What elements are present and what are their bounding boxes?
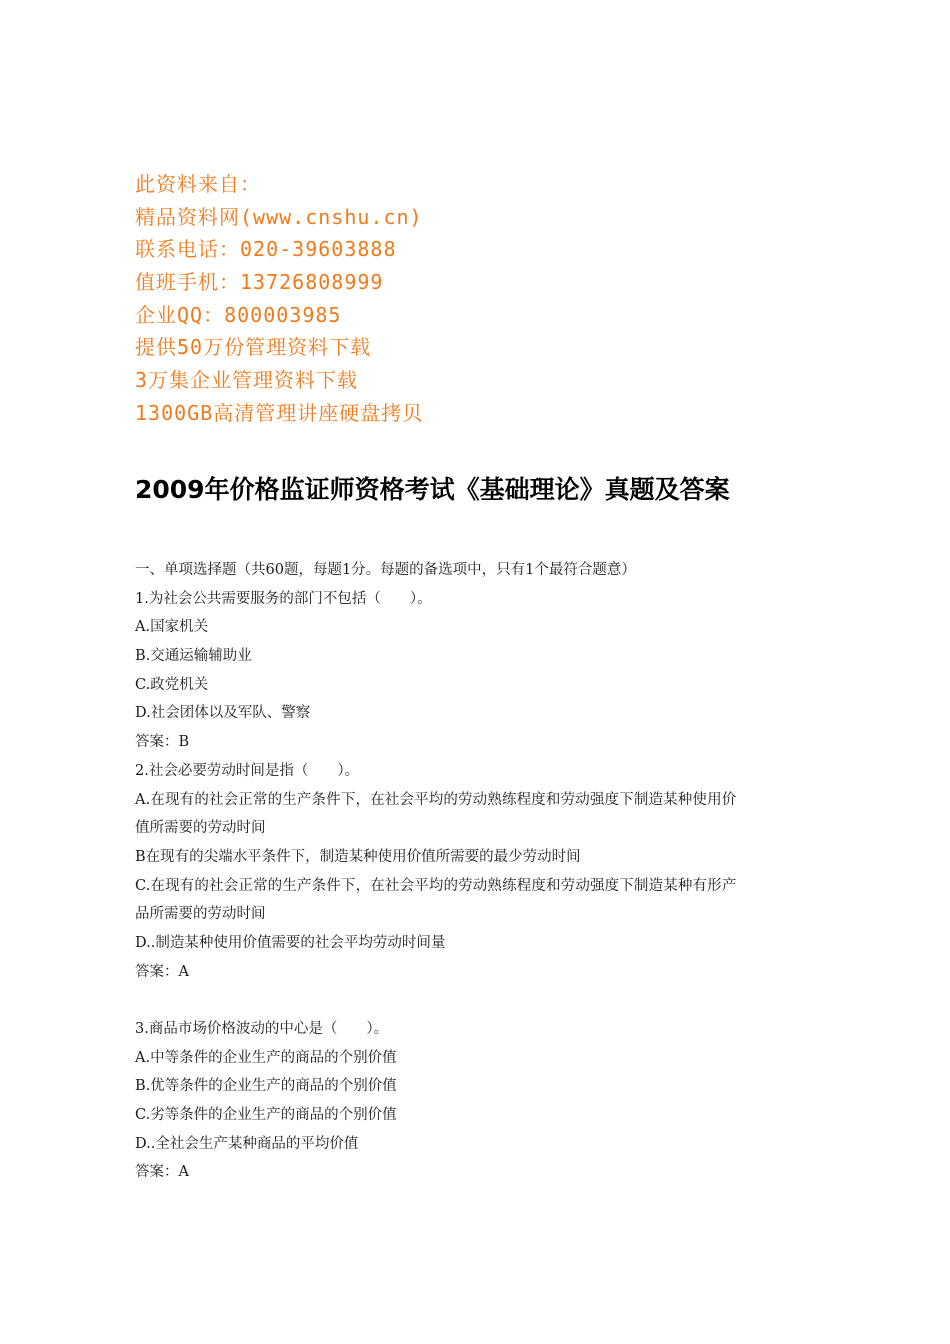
option-b: B在现有的尖端水平条件下，制造某种使用价值所需要的最少劳动时间 [135, 848, 581, 865]
option-a-line-1: A.在现有的社会正常的生产条件下，在社会平均的劳动熟练程度和劳动强度下制造某种使用价 [135, 791, 737, 808]
promo-mobile: 值班手机：13726808999 [135, 270, 384, 295]
question-stem: 2.社会必要劳动时间是指（ ）。 [135, 762, 360, 779]
promo-offer-2: 3万集企业管理资料下载 [135, 368, 359, 393]
option-d: D..全社会生产某种商品的平均价值 [135, 1135, 359, 1152]
option-a-line-2: 值所需要的劳动时间 [135, 820, 266, 837]
promo-offer-1: 提供50万份管理资料下载 [135, 335, 372, 360]
option-d: D.社会团体以及军队、警察 [135, 705, 311, 722]
document-body [135, 556, 840, 1187]
option-c-line-1: C.在现有的社会正常的生产条件下，在社会平均的劳动熟练程度和劳动强度下制造某种有形产 [135, 877, 737, 894]
question-1 [135, 585, 840, 757]
promo-source-label: 此资料来自： [135, 172, 261, 196]
answer: 答案：B [135, 734, 190, 751]
option-c: C.政党机关 [135, 676, 209, 693]
promo-qq: 企业QQ：800003985 [135, 302, 342, 327]
option-a: A.中等条件的企业生产的商品的个别价值 [135, 1049, 397, 1066]
option-a: A.国家机关 [135, 619, 209, 636]
question-stem: 3.商品市场价格波动的中心是（ ）。 [135, 1021, 389, 1037]
option-d: D..制造某种使用价值需要的社会平均劳动时间量 [135, 934, 446, 951]
paragraph-gap [135, 986, 840, 1015]
promo-block [135, 168, 835, 430]
promo-offer-3: 1300GB高清管理讲座硬盘拷贝 [135, 400, 424, 425]
section-heading: 一、单项选择题（共60题，每题1分。每题的备选项中，只有1个最符合题意） [135, 562, 636, 578]
question-stem: 1.为社会公共需要服务的部门不包括（ ）。 [135, 590, 432, 607]
option-c-line-2: 品所需要的劳动时间 [135, 906, 266, 923]
answer: 答案：A [135, 1164, 189, 1181]
promo-website: 精品资料网(www.cnshu.cn) [135, 204, 423, 229]
question-3 [135, 1015, 840, 1187]
promo-phone: 联系电话：020-39603888 [135, 237, 397, 262]
option-c: C.劣等条件的企业生产的商品的个别价值 [135, 1107, 397, 1124]
option-b: B.交通运输辅助业 [135, 648, 252, 665]
question-2 [135, 757, 840, 987]
document-title: 2009年价格监证师资格考试《基础理论》真题及答案 [135, 475, 730, 504]
option-b: B.优等条件的企业生产的商品的个别价值 [135, 1078, 397, 1095]
answer: 答案：A [135, 963, 189, 980]
